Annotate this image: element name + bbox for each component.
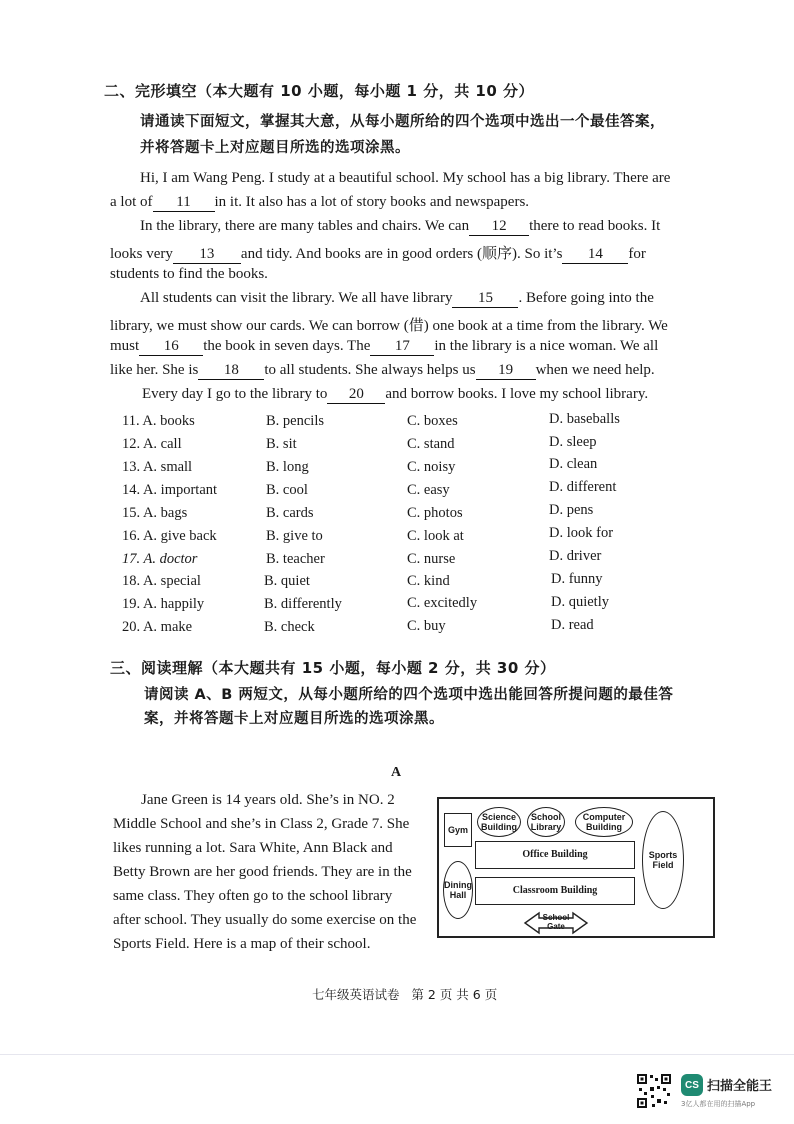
option-12-c: C. stand [407, 436, 455, 452]
cloze-text: and tidy. And books are in good orders (顺序). So it’s [240, 246, 563, 262]
map-label: Building [481, 822, 517, 832]
option-14-b: B. cool [266, 482, 308, 498]
cloze-text: a lot of [110, 194, 153, 210]
cloze-text: there to read books. It [529, 218, 661, 234]
option-20-d: D. read [551, 617, 594, 633]
cloze-text: the book in seven days. The [203, 338, 371, 354]
blank-19: 19 [476, 362, 536, 380]
option-13-c: C. noisy [407, 459, 456, 475]
cloze-line-4 [110, 242, 646, 264]
blank-13: 13 [173, 246, 241, 264]
map-classroom-building [475, 877, 635, 905]
scanner-app-name: 扫描全能王 [707, 1079, 773, 1094]
cloze-text: Every day I go to the library to [142, 386, 328, 402]
cloze-line-3 [140, 218, 660, 236]
cloze-text: All students can visit the library. We all have library [140, 290, 453, 306]
blank-18: 18 [198, 362, 264, 380]
qr-code-icon [636, 1073, 672, 1109]
camscanner-logo-icon: CS [681, 1074, 703, 1096]
option-14-c: C. easy [407, 482, 450, 498]
option-15-a: 15. A. bags [122, 505, 188, 521]
option-16-d: D. look for [549, 525, 614, 541]
cloze-line-5 [110, 266, 268, 283]
map-gate-label [539, 913, 573, 931]
cloze-line-7 [110, 314, 668, 335]
option-15-b: B. cards [266, 505, 314, 521]
option-18-b: B. quiet [264, 573, 310, 589]
option-16-a: 16. A. give back [122, 528, 217, 544]
cloze-text: Hi, I am Wang Peng. I study at a beautiful school. My school has a big library. There are [140, 170, 671, 186]
map-school-library [527, 807, 565, 837]
option-19-c: C. excitedly [407, 595, 478, 611]
map-label: Field [652, 860, 674, 870]
passage-line: Jane Green is 14 years old. She’s in NO. 2 [141, 792, 395, 808]
option-11-c: C. boxes [407, 413, 458, 429]
passage-label: A [391, 765, 402, 780]
map-sports-field [642, 811, 684, 909]
option-15-d: D. pens [549, 502, 594, 518]
cloze-text: when we need help. [535, 362, 655, 378]
option-12-d: D. sleep [549, 434, 597, 450]
option-19-d: D. quietly [551, 594, 609, 610]
cloze-text: in the library is a nice woman. We all [434, 338, 659, 354]
map-label: Library [530, 822, 562, 832]
option-14-a: 14. A. important [122, 482, 218, 498]
option-16-b: B. give to [266, 528, 323, 544]
footer-divider [0, 1054, 794, 1055]
blank-11: 11 [153, 194, 215, 212]
cloze-line-8 [110, 338, 658, 356]
map-gym-label: Gym [447, 825, 468, 835]
map-label: Gate [547, 922, 565, 931]
map-label: Science [481, 812, 517, 822]
map-label: Dining [444, 880, 472, 890]
map-dining-hall [443, 861, 473, 919]
cloze-section-title: 二、完形填空（本大题有 10 小题，每小题 1 分，共 10 分） [104, 82, 535, 100]
passage-line: Betty Brown are her good friends. They are in the [113, 864, 412, 880]
cloze-text: to all students. She always helps us [264, 362, 476, 378]
option-18-c: C. kind [407, 573, 450, 589]
option-14-d: D. different [549, 479, 617, 495]
option-19-b: B. differently [264, 596, 342, 612]
page-footer: 七年级英语试卷 第 2 页 共 6 页 [312, 987, 498, 1002]
reading-instruction-line2: 案，并将答题卡上对应题目所选的选项涂黑。 [144, 711, 444, 727]
option-18-a: 18. A. special [122, 573, 201, 589]
map-label: Sports [648, 850, 678, 860]
map-label: Computer [582, 812, 626, 822]
cloze-text: for [628, 246, 646, 262]
passage-line: likes running a lot. Sara White, Ann Black and [113, 840, 393, 856]
option-18-d: D. funny [551, 571, 603, 587]
cloze-instruction-line1: 请通读下面短文，掌握其大意，从每小题所给的四个选项中选出一个最佳答案， [140, 114, 665, 130]
cloze-text: like her. She is [110, 362, 199, 378]
reading-section-title: 三、阅读理解（本大题共有 15 小题，每小题 2 分，共 30 分） [110, 659, 556, 677]
option-20-b: B. check [264, 619, 315, 635]
map-label: Office Building [522, 849, 588, 860]
cloze-text: In the library, there are many tables and chairs. We can [140, 218, 470, 234]
option-16-c: C. look at [407, 528, 464, 544]
option-13-a: 13. A. small [122, 459, 193, 475]
cloze-text: looks very [110, 246, 173, 262]
passage-line: after school. They usually do some exercise on the [113, 912, 417, 928]
cloze-line-1 [140, 170, 670, 187]
passage-line: Middle School and she’s in Class 2, Grade 7. She [113, 816, 410, 832]
option-13-b: B. long [266, 459, 309, 475]
cloze-text: must [110, 338, 140, 354]
blank-16: 16 [139, 338, 203, 356]
cloze-text: library, we must show our cards. We can borrow (借) one book at a time from the library. We [110, 318, 668, 334]
cloze-line-6 [140, 290, 654, 308]
option-17-c: C. nurse [407, 551, 456, 567]
option-12-b: B. sit [266, 436, 297, 452]
option-11-d: D. baseballs [549, 411, 620, 427]
option-12-a: 12. A. call [122, 436, 182, 452]
cloze-instruction-line2: 并将答题卡上对应题目所选的选项涂黑。 [140, 140, 410, 156]
option-17-d: D. driver [549, 548, 602, 564]
cloze-text: and borrow books. I love my school library. [385, 386, 649, 402]
option-11-a: 11. A. books [122, 413, 195, 429]
option-19-a: 19. A. happily [122, 596, 205, 612]
map-label: School [530, 812, 561, 822]
map-label: Hall [449, 890, 467, 900]
blank-20: 20 [327, 386, 385, 404]
map-gym [444, 813, 472, 847]
passage-a [113, 788, 427, 956]
map-office-building [475, 841, 635, 869]
option-11-b: B. pencils [266, 413, 324, 429]
cloze-text: . Before going into the [518, 290, 654, 306]
passage-line: Sports Field. Here is a map of their school. [113, 936, 371, 952]
option-20-c: C. buy [407, 618, 446, 634]
cloze-text: in it. It also has a lot of story books and newspapers. [214, 194, 530, 210]
reading-instruction-line1: 请阅读 A、B 两短文，从每小题所给的四个选项中选出能回答所提问题的最佳答 [144, 687, 674, 703]
cloze-text: students to find the books. [110, 266, 268, 282]
blank-15: 15 [452, 290, 518, 308]
blank-12: 12 [469, 218, 529, 236]
option-20-a: 20. A. make [122, 619, 193, 635]
option-17-a: 17. A. doctor [122, 551, 198, 567]
blank-14: 14 [562, 246, 628, 264]
cloze-line-9 [110, 362, 655, 380]
scanner-tagline: 3亿人都在用的扫描App [681, 1100, 756, 1108]
option-13-d: D. clean [549, 456, 598, 472]
map-computer-building [575, 807, 633, 837]
passage-line: same class. They often go to the school library [113, 888, 393, 904]
blank-17: 17 [370, 338, 434, 356]
option-15-c: C. photos [407, 505, 463, 521]
option-17-b: B. teacher [266, 551, 325, 567]
cloze-line-2 [110, 194, 529, 212]
map-science-building [477, 807, 521, 837]
cloze-line-10 [142, 386, 648, 404]
map-label: Building [586, 822, 622, 832]
map-label: School [542, 913, 570, 922]
map-label: Classroom Building [512, 885, 598, 896]
school-map [437, 797, 715, 938]
